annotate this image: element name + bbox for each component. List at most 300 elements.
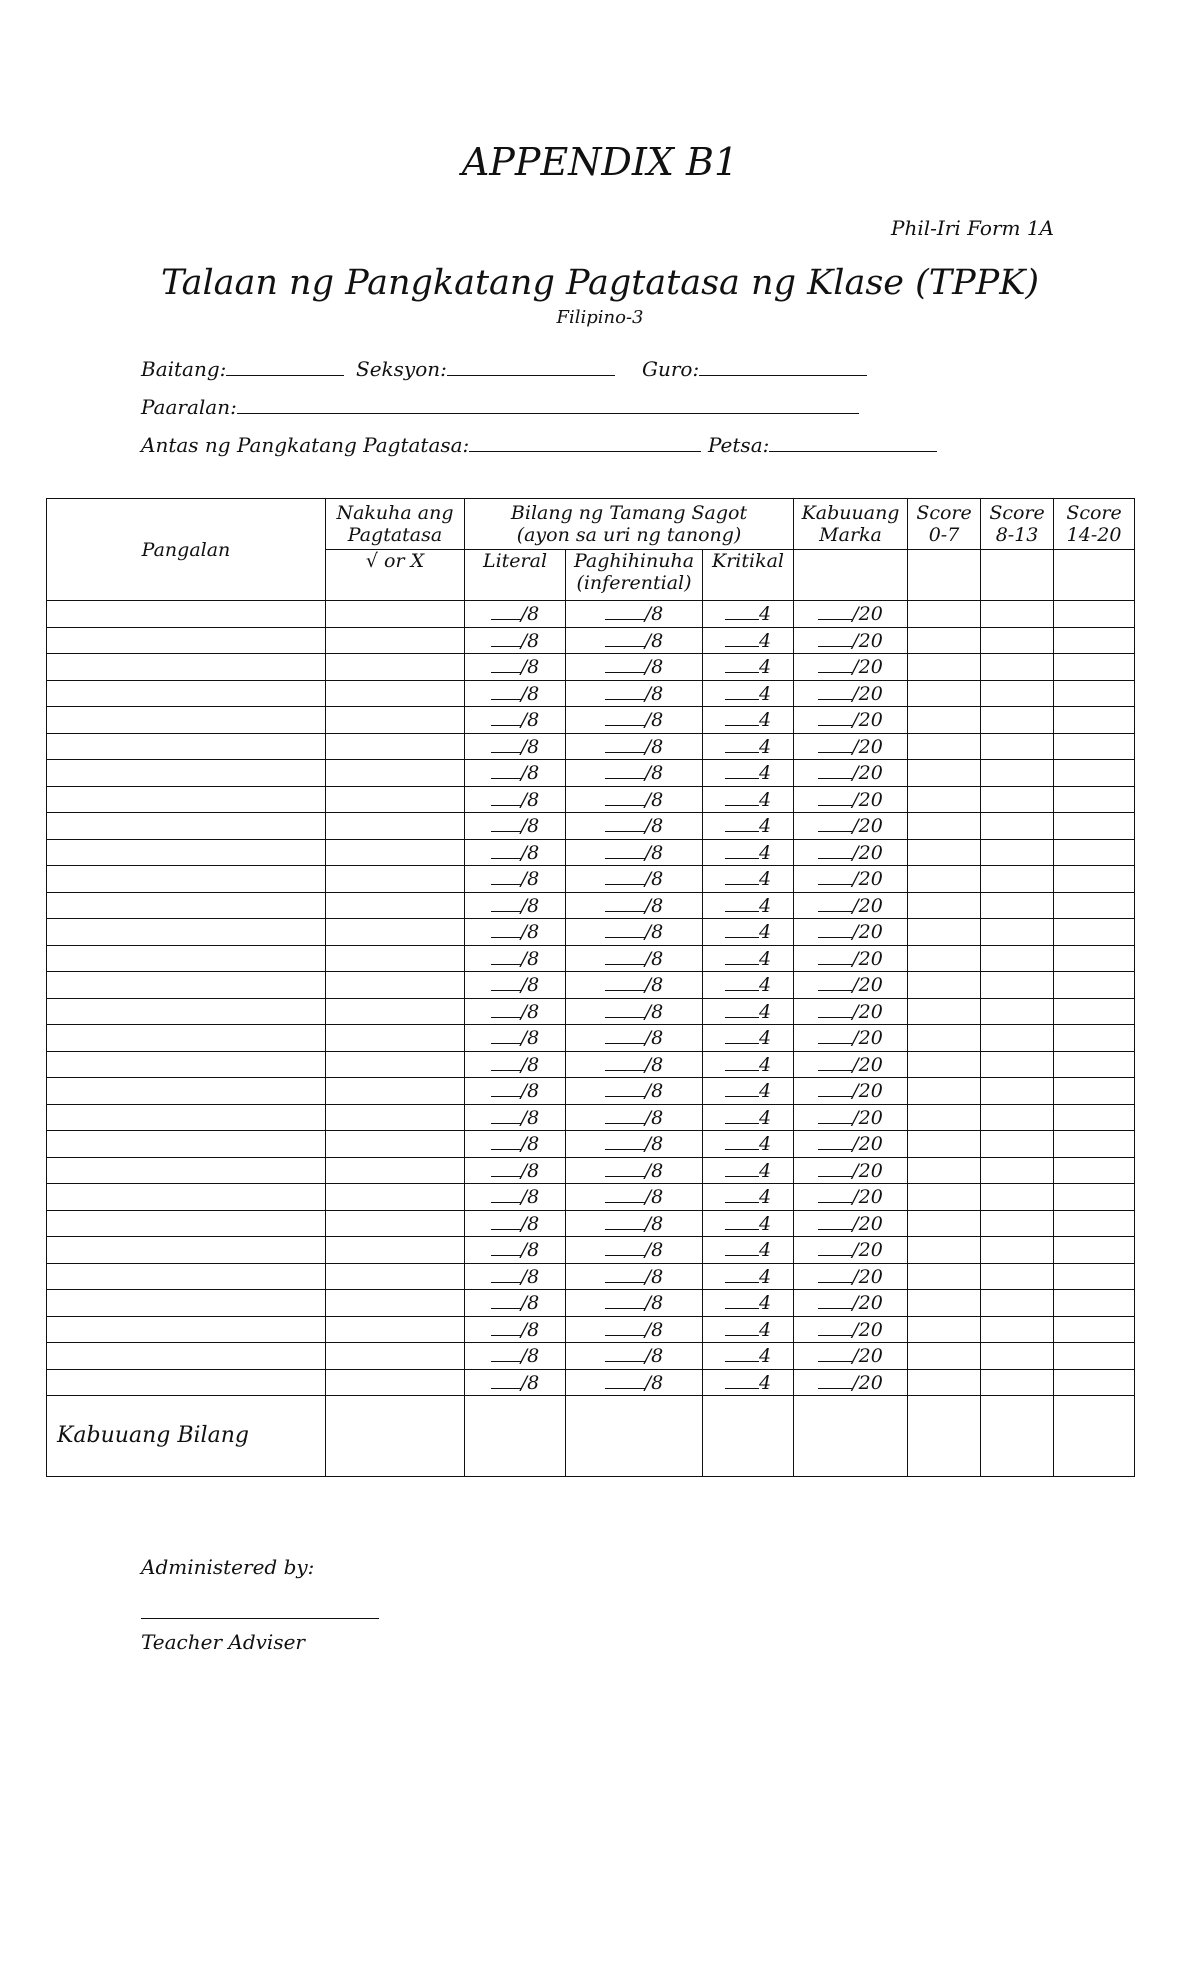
name-cell[interactable] bbox=[47, 866, 326, 893]
score-0-7-cell[interactable] bbox=[908, 1025, 981, 1052]
name-cell[interactable] bbox=[47, 1343, 326, 1370]
score-0-7-cell[interactable] bbox=[908, 1316, 981, 1343]
name-cell[interactable] bbox=[47, 892, 326, 919]
score-14-20-cell[interactable] bbox=[1054, 839, 1135, 866]
kritikal-cell[interactable] bbox=[703, 945, 794, 972]
kabuuan-cell[interactable] bbox=[794, 1051, 908, 1078]
paghihinuha-cell[interactable] bbox=[566, 1025, 703, 1052]
name-cell[interactable] bbox=[47, 680, 326, 707]
check-cell[interactable] bbox=[326, 839, 465, 866]
literal-cell[interactable] bbox=[465, 760, 566, 787]
name-cell[interactable] bbox=[47, 627, 326, 654]
kabuuan-cell[interactable] bbox=[794, 1369, 908, 1396]
kabuuan-cell[interactable] bbox=[794, 1078, 908, 1105]
name-cell[interactable] bbox=[47, 1104, 326, 1131]
kabuuan-cell[interactable] bbox=[794, 627, 908, 654]
check-cell[interactable] bbox=[326, 654, 465, 681]
score-8-13-cell[interactable] bbox=[981, 1025, 1054, 1052]
kritikal-cell[interactable] bbox=[703, 892, 794, 919]
kabuuan-cell[interactable] bbox=[794, 972, 908, 999]
check-cell[interactable] bbox=[326, 972, 465, 999]
check-cell[interactable] bbox=[326, 1210, 465, 1237]
score-8-13-cell[interactable] bbox=[981, 1184, 1054, 1211]
score-14-20-cell[interactable] bbox=[1054, 601, 1135, 628]
kritikal-cell[interactable] bbox=[703, 654, 794, 681]
kabuuan-cell-max: /20 bbox=[852, 1239, 883, 1262]
score-14-20-cell[interactable] bbox=[1054, 1131, 1135, 1158]
paghihinuha-cell[interactable] bbox=[566, 1184, 703, 1211]
kabuuan-cell[interactable] bbox=[794, 1131, 908, 1158]
score-14-20-cell[interactable] bbox=[1054, 813, 1135, 840]
literal-cell[interactable] bbox=[465, 972, 566, 999]
kabuuan-cell-max: /20 bbox=[852, 1318, 883, 1341]
kabuuan-cell[interactable] bbox=[794, 1104, 908, 1131]
score-8-13-cell[interactable] bbox=[981, 1157, 1054, 1184]
guro-field[interactable] bbox=[642, 357, 867, 381]
paghihinuha-cell[interactable] bbox=[566, 680, 703, 707]
name-cell[interactable] bbox=[47, 813, 326, 840]
score-14-20-cell[interactable] bbox=[1054, 654, 1135, 681]
name-cell[interactable] bbox=[47, 1184, 326, 1211]
literal-cell[interactable] bbox=[465, 1104, 566, 1131]
kabuuan-cell[interactable] bbox=[794, 1184, 908, 1211]
kritikal-cell[interactable] bbox=[703, 1131, 794, 1158]
kabuuan-cell[interactable] bbox=[794, 1316, 908, 1343]
check-cell[interactable] bbox=[326, 998, 465, 1025]
kabuuan-cell[interactable] bbox=[794, 1237, 908, 1264]
score-0-7-cell[interactable] bbox=[908, 1078, 981, 1105]
check-cell[interactable] bbox=[326, 1131, 465, 1158]
paghihinuha-cell[interactable] bbox=[566, 1237, 703, 1264]
petsa-field[interactable] bbox=[708, 433, 937, 457]
name-cell[interactable] bbox=[47, 1369, 326, 1396]
literal-cell[interactable] bbox=[465, 1343, 566, 1370]
kabuuan-cell-blank bbox=[818, 788, 852, 806]
paghihinuha-cell[interactable] bbox=[566, 1051, 703, 1078]
kabuuan-cell[interactable] bbox=[794, 786, 908, 813]
score-14-20-cell[interactable] bbox=[1054, 998, 1135, 1025]
score-8-13-cell[interactable] bbox=[981, 1051, 1054, 1078]
kabuuan-cell[interactable] bbox=[794, 601, 908, 628]
score-8-13-cell[interactable] bbox=[981, 813, 1054, 840]
kritikal-cell[interactable] bbox=[703, 1078, 794, 1105]
name-cell[interactable] bbox=[47, 998, 326, 1025]
paghihinuha-cell[interactable] bbox=[566, 760, 703, 787]
kabuuan-cell[interactable] bbox=[794, 1025, 908, 1052]
score-14-20-cell[interactable] bbox=[1054, 1316, 1135, 1343]
kritikal-cell[interactable] bbox=[703, 1025, 794, 1052]
kritikal-cell[interactable] bbox=[703, 1263, 794, 1290]
literal-cell[interactable] bbox=[465, 654, 566, 681]
score-8-13-cell[interactable] bbox=[981, 1131, 1054, 1158]
name-cell[interactable] bbox=[47, 1237, 326, 1264]
literal-cell[interactable] bbox=[465, 839, 566, 866]
score-8-13-cell[interactable] bbox=[981, 680, 1054, 707]
score-8-13-cell[interactable] bbox=[981, 1210, 1054, 1237]
kritikal-cell[interactable] bbox=[703, 1210, 794, 1237]
score-14-20-cell[interactable] bbox=[1054, 919, 1135, 946]
paghihinuha-cell[interactable] bbox=[566, 1316, 703, 1343]
score-0-7-cell[interactable] bbox=[908, 813, 981, 840]
kritikal-cell[interactable] bbox=[703, 1104, 794, 1131]
name-cell[interactable] bbox=[47, 601, 326, 628]
kritikal-cell[interactable] bbox=[703, 1051, 794, 1078]
seksyon-field[interactable] bbox=[356, 357, 615, 381]
kabuuan-cell[interactable] bbox=[794, 998, 908, 1025]
literal-cell[interactable] bbox=[465, 1025, 566, 1052]
score-0-7-cell[interactable] bbox=[908, 1051, 981, 1078]
check-cell[interactable] bbox=[326, 1025, 465, 1052]
kritikal-cell[interactable] bbox=[703, 866, 794, 893]
kritikal-cell[interactable] bbox=[703, 707, 794, 734]
total-cell[interactable] bbox=[326, 1396, 465, 1477]
name-cell[interactable] bbox=[47, 1263, 326, 1290]
total-cell[interactable] bbox=[908, 1396, 981, 1477]
check-cell[interactable] bbox=[326, 760, 465, 787]
score-0-7-cell[interactable] bbox=[908, 707, 981, 734]
paghihinuha-cell[interactable] bbox=[566, 1290, 703, 1317]
paghihinuha-cell[interactable] bbox=[566, 813, 703, 840]
name-cell[interactable] bbox=[47, 839, 326, 866]
kritikal-cell[interactable] bbox=[703, 1343, 794, 1370]
check-cell[interactable] bbox=[326, 627, 465, 654]
kritikal-cell-blank bbox=[725, 1159, 759, 1177]
kabuuan-cell[interactable] bbox=[794, 945, 908, 972]
name-cell[interactable] bbox=[47, 707, 326, 734]
literal-cell[interactable] bbox=[465, 1051, 566, 1078]
literal-cell-max: /8 bbox=[520, 1265, 540, 1288]
paghihinuha-cell[interactable] bbox=[566, 707, 703, 734]
score-0-7-cell[interactable] bbox=[908, 1343, 981, 1370]
signature-line[interactable] bbox=[141, 1618, 379, 1619]
paghihinuha-cell[interactable] bbox=[566, 866, 703, 893]
kabuuan-cell[interactable] bbox=[794, 1290, 908, 1317]
score-0-7-cell[interactable] bbox=[908, 654, 981, 681]
check-cell[interactable] bbox=[326, 1104, 465, 1131]
name-cell[interactable] bbox=[47, 733, 326, 760]
score-8-13-cell[interactable] bbox=[981, 972, 1054, 999]
kabuuan-cell[interactable] bbox=[794, 707, 908, 734]
score-8-13-cell[interactable] bbox=[981, 1078, 1054, 1105]
paghihinuha-cell[interactable] bbox=[566, 1078, 703, 1105]
score-8-13-cell[interactable] bbox=[981, 760, 1054, 787]
name-cell[interactable] bbox=[47, 1316, 326, 1343]
name-cell[interactable] bbox=[47, 945, 326, 972]
check-cell[interactable] bbox=[326, 1051, 465, 1078]
kritikal-cell[interactable] bbox=[703, 1369, 794, 1396]
kabuuan-cell[interactable] bbox=[794, 866, 908, 893]
paghihinuha-cell[interactable] bbox=[566, 972, 703, 999]
score-8-13-cell[interactable] bbox=[981, 1290, 1054, 1317]
score-8-13-cell[interactable] bbox=[981, 1343, 1054, 1370]
name-cell[interactable] bbox=[47, 1157, 326, 1184]
kabuuan-cell[interactable] bbox=[794, 733, 908, 760]
kritikal-cell[interactable] bbox=[703, 786, 794, 813]
name-cell[interactable] bbox=[47, 1025, 326, 1052]
paghihinuha-cell[interactable] bbox=[566, 919, 703, 946]
score-14-20-cell[interactable] bbox=[1054, 760, 1135, 787]
score-0-7-cell[interactable] bbox=[908, 892, 981, 919]
kritikal-cell[interactable] bbox=[703, 998, 794, 1025]
literal-cell[interactable] bbox=[465, 892, 566, 919]
paghihinuha-cell[interactable] bbox=[566, 1343, 703, 1370]
score-14-20-cell[interactable] bbox=[1054, 1210, 1135, 1237]
score-8-13-cell[interactable] bbox=[981, 1263, 1054, 1290]
kabuuan-cell[interactable] bbox=[794, 654, 908, 681]
check-cell[interactable] bbox=[326, 866, 465, 893]
name-cell[interactable] bbox=[47, 1051, 326, 1078]
kabuuan-cell[interactable] bbox=[794, 1263, 908, 1290]
kritikal-cell[interactable] bbox=[703, 1184, 794, 1211]
kritikal-cell[interactable] bbox=[703, 813, 794, 840]
paghihinuha-cell[interactable] bbox=[566, 1104, 703, 1131]
total-cell[interactable] bbox=[794, 1396, 908, 1477]
name-cell[interactable] bbox=[47, 1078, 326, 1105]
paghihinuha-cell[interactable] bbox=[566, 945, 703, 972]
name-cell[interactable] bbox=[47, 1210, 326, 1237]
kabuuan-cell[interactable] bbox=[794, 1210, 908, 1237]
literal-cell[interactable] bbox=[465, 998, 566, 1025]
paghihinuha-cell[interactable] bbox=[566, 1157, 703, 1184]
check-cell[interactable] bbox=[326, 1237, 465, 1264]
score-0-7-cell[interactable] bbox=[908, 1157, 981, 1184]
name-cell[interactable] bbox=[47, 1131, 326, 1158]
score-14-20-cell[interactable] bbox=[1054, 972, 1135, 999]
check-cell[interactable] bbox=[326, 1290, 465, 1317]
kritikal-cell[interactable] bbox=[703, 1316, 794, 1343]
check-cell[interactable] bbox=[326, 1184, 465, 1211]
literal-cell[interactable] bbox=[465, 1290, 566, 1317]
kabuuan-cell[interactable] bbox=[794, 839, 908, 866]
score-0-7-cell[interactable] bbox=[908, 1210, 981, 1237]
score-14-20-cell[interactable] bbox=[1054, 1025, 1135, 1052]
baitang-field[interactable] bbox=[141, 357, 344, 381]
score-14-20-cell[interactable] bbox=[1054, 733, 1135, 760]
check-cell[interactable] bbox=[326, 786, 465, 813]
total-cell[interactable] bbox=[465, 1396, 566, 1477]
kritikal-cell[interactable] bbox=[703, 760, 794, 787]
name-cell[interactable] bbox=[47, 760, 326, 787]
score-0-7-cell[interactable] bbox=[908, 972, 981, 999]
kabuuan-cell[interactable] bbox=[794, 1157, 908, 1184]
kritikal-cell[interactable] bbox=[703, 680, 794, 707]
total-cell[interactable] bbox=[703, 1396, 794, 1477]
check-cell[interactable] bbox=[326, 1369, 465, 1396]
literal-cell[interactable] bbox=[465, 919, 566, 946]
paghihinuha-cell[interactable] bbox=[566, 627, 703, 654]
paaralan-field[interactable] bbox=[141, 395, 859, 419]
paghihinuha-cell-blank bbox=[605, 1185, 645, 1203]
score-0-7-cell[interactable] bbox=[908, 919, 981, 946]
score-8-13-cell[interactable] bbox=[981, 892, 1054, 919]
check-cell[interactable] bbox=[326, 680, 465, 707]
check-cell[interactable] bbox=[326, 1078, 465, 1105]
total-cell[interactable] bbox=[566, 1396, 703, 1477]
score-0-7-cell[interactable] bbox=[908, 1131, 981, 1158]
paghihinuha-cell-max: /8 bbox=[644, 1080, 664, 1103]
score-8-13-cell[interactable] bbox=[981, 945, 1054, 972]
score-8-13-cell[interactable] bbox=[981, 733, 1054, 760]
score-14-20-cell[interactable] bbox=[1054, 1157, 1135, 1184]
score-8-13-cell[interactable] bbox=[981, 786, 1054, 813]
paghihinuha-cell[interactable] bbox=[566, 998, 703, 1025]
paghihinuha-cell[interactable] bbox=[566, 733, 703, 760]
antas-field[interactable] bbox=[141, 433, 701, 457]
score-0-7-cell[interactable] bbox=[908, 945, 981, 972]
check-cell[interactable] bbox=[326, 892, 465, 919]
score-0-7-cell[interactable] bbox=[908, 760, 981, 787]
check-cell[interactable] bbox=[326, 813, 465, 840]
paghihinuha-cell[interactable] bbox=[566, 786, 703, 813]
score-0-7-cell[interactable] bbox=[908, 786, 981, 813]
literal-cell[interactable] bbox=[465, 1369, 566, 1396]
score-14-20-cell[interactable] bbox=[1054, 1051, 1135, 1078]
literal-cell[interactable] bbox=[465, 1131, 566, 1158]
score-0-7-cell[interactable] bbox=[908, 1369, 981, 1396]
literal-cell[interactable] bbox=[465, 945, 566, 972]
kritikal-cell[interactable] bbox=[703, 839, 794, 866]
score-14-20-cell[interactable] bbox=[1054, 1078, 1135, 1105]
paghihinuha-cell[interactable] bbox=[566, 654, 703, 681]
paghihinuha-cell[interactable] bbox=[566, 1131, 703, 1158]
score-14-20-cell[interactable] bbox=[1054, 680, 1135, 707]
literal-cell-max: /8 bbox=[520, 1027, 540, 1050]
score-0-7-cell[interactable] bbox=[908, 627, 981, 654]
kritikal-cell[interactable] bbox=[703, 919, 794, 946]
literal-cell[interactable] bbox=[465, 707, 566, 734]
paghihinuha-cell[interactable] bbox=[566, 601, 703, 628]
score-0-7-cell[interactable] bbox=[908, 1104, 981, 1131]
paghihinuha-cell[interactable] bbox=[566, 1369, 703, 1396]
kritikal-cell[interactable] bbox=[703, 972, 794, 999]
total-cell[interactable] bbox=[981, 1396, 1054, 1477]
kritikal-cell[interactable] bbox=[703, 733, 794, 760]
kritikal-cell[interactable] bbox=[703, 1290, 794, 1317]
score-8-13-cell[interactable] bbox=[981, 839, 1054, 866]
kabuuan-cell[interactable] bbox=[794, 760, 908, 787]
paghihinuha-cell[interactable] bbox=[566, 1263, 703, 1290]
check-cell[interactable] bbox=[326, 601, 465, 628]
literal-cell[interactable] bbox=[465, 1078, 566, 1105]
literal-cell[interactable] bbox=[465, 813, 566, 840]
check-cell[interactable] bbox=[326, 1316, 465, 1343]
literal-cell[interactable] bbox=[465, 1184, 566, 1211]
score-0-7-cell[interactable] bbox=[908, 680, 981, 707]
score-14-20-cell[interactable] bbox=[1054, 1104, 1135, 1131]
score-0-7-cell[interactable] bbox=[908, 1263, 981, 1290]
literal-cell[interactable] bbox=[465, 1263, 566, 1290]
kabuuan-cell[interactable] bbox=[794, 680, 908, 707]
literal-cell[interactable] bbox=[465, 1237, 566, 1264]
assessment-table bbox=[46, 498, 1135, 1477]
score-0-7-cell[interactable] bbox=[908, 839, 981, 866]
score-14-20-cell[interactable] bbox=[1054, 627, 1135, 654]
score-14-20-cell[interactable] bbox=[1054, 1290, 1135, 1317]
paghihinuha-cell-max: /8 bbox=[644, 1239, 664, 1262]
kabuuan-cell[interactable] bbox=[794, 813, 908, 840]
literal-cell[interactable] bbox=[465, 733, 566, 760]
name-cell[interactable] bbox=[47, 919, 326, 946]
name-cell[interactable] bbox=[47, 654, 326, 681]
paghihinuha-cell[interactable] bbox=[566, 892, 703, 919]
score-8-13-cell[interactable] bbox=[981, 1104, 1054, 1131]
check-cell[interactable] bbox=[326, 1263, 465, 1290]
score-14-20-cell[interactable] bbox=[1054, 945, 1135, 972]
score-14-20-cell[interactable] bbox=[1054, 866, 1135, 893]
score-8-13-cell[interactable] bbox=[981, 1369, 1054, 1396]
kabuuan-cell[interactable] bbox=[794, 1343, 908, 1370]
score-14-20-cell[interactable] bbox=[1054, 1237, 1135, 1264]
score-14-20-cell[interactable] bbox=[1054, 1343, 1135, 1370]
name-cell[interactable] bbox=[47, 1290, 326, 1317]
literal-cell[interactable] bbox=[465, 786, 566, 813]
kritikal-cell[interactable] bbox=[703, 1237, 794, 1264]
literal-cell[interactable] bbox=[465, 601, 566, 628]
kritikal-cell[interactable] bbox=[703, 1157, 794, 1184]
score-0-7-cell[interactable] bbox=[908, 1237, 981, 1264]
literal-cell[interactable] bbox=[465, 866, 566, 893]
score-14-20-cell[interactable] bbox=[1054, 892, 1135, 919]
literal-cell-blank bbox=[491, 602, 521, 620]
literal-cell-max: /8 bbox=[520, 709, 540, 732]
score-0-7-cell[interactable] bbox=[908, 998, 981, 1025]
score-8-13-cell[interactable] bbox=[981, 627, 1054, 654]
kabuuan-cell[interactable] bbox=[794, 892, 908, 919]
name-cell[interactable] bbox=[47, 786, 326, 813]
paghihinuha-cell[interactable] bbox=[566, 839, 703, 866]
literal-cell[interactable] bbox=[465, 627, 566, 654]
score-8-13-cell[interactable] bbox=[981, 866, 1054, 893]
score-14-20-cell[interactable] bbox=[1054, 786, 1135, 813]
literal-cell[interactable] bbox=[465, 1210, 566, 1237]
total-cell[interactable] bbox=[1054, 1396, 1135, 1477]
check-cell[interactable] bbox=[326, 919, 465, 946]
score-14-20-cell[interactable] bbox=[1054, 707, 1135, 734]
literal-cell[interactable] bbox=[465, 680, 566, 707]
score-0-7-cell[interactable] bbox=[908, 1290, 981, 1317]
score-14-20-cell[interactable] bbox=[1054, 1263, 1135, 1290]
name-cell[interactable] bbox=[47, 972, 326, 999]
score-8-13-cell[interactable] bbox=[981, 998, 1054, 1025]
score-14-20-cell[interactable] bbox=[1054, 1184, 1135, 1211]
literal-cell[interactable] bbox=[465, 1316, 566, 1343]
paghihinuha-cell-max: /8 bbox=[644, 1318, 664, 1341]
score-8-13-cell[interactable] bbox=[981, 601, 1054, 628]
score-8-13-cell[interactable] bbox=[981, 707, 1054, 734]
score-8-13-cell[interactable] bbox=[981, 919, 1054, 946]
literal-cell[interactable] bbox=[465, 1157, 566, 1184]
score-8-13-cell[interactable] bbox=[981, 654, 1054, 681]
check-cell[interactable] bbox=[326, 1157, 465, 1184]
score-0-7-cell[interactable] bbox=[908, 1184, 981, 1211]
score-14-20-cell[interactable] bbox=[1054, 1369, 1135, 1396]
check-cell[interactable] bbox=[326, 945, 465, 972]
check-cell[interactable] bbox=[326, 733, 465, 760]
kritikal-cell[interactable] bbox=[703, 601, 794, 628]
score-0-7-cell[interactable] bbox=[908, 733, 981, 760]
kabuuan-cell[interactable] bbox=[794, 919, 908, 946]
paghihinuha-cell[interactable] bbox=[566, 1210, 703, 1237]
score-0-7-cell[interactable] bbox=[908, 866, 981, 893]
score-8-13-cell[interactable] bbox=[981, 1237, 1054, 1264]
kritikal-cell[interactable] bbox=[703, 627, 794, 654]
kritikal-cell-blank bbox=[725, 1132, 759, 1150]
check-cell[interactable] bbox=[326, 707, 465, 734]
score-8-13-cell[interactable] bbox=[981, 1316, 1054, 1343]
check-cell[interactable] bbox=[326, 1343, 465, 1370]
score-0-7-cell[interactable] bbox=[908, 601, 981, 628]
literal-cell-max: /8 bbox=[520, 1318, 540, 1341]
